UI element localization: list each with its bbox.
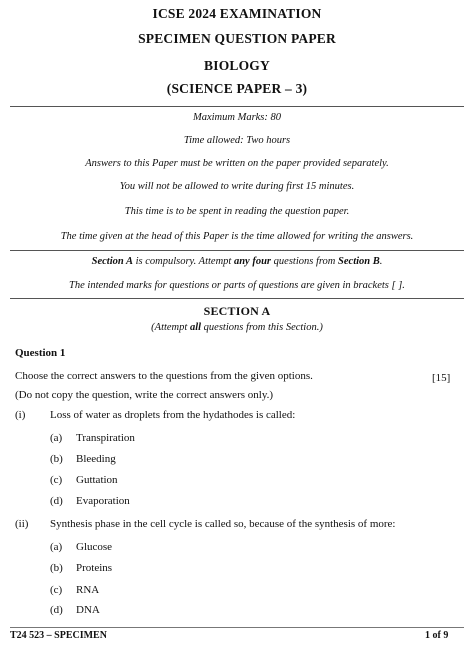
from-section-text: questions from this Section.) — [201, 322, 323, 333]
exam-title: ICSE 2024 EXAMINATION — [152, 6, 322, 21]
option-text: RNA — [76, 584, 100, 596]
attempt-text: (Attempt — [151, 322, 190, 333]
question-1-marks: [15] — [432, 372, 451, 384]
questions-from-text: questions from — [271, 256, 339, 267]
marks-bracket-note: The intended marks for questions or parts of questions are given in brackets [ ]. — [69, 280, 405, 291]
option-label: (c) — [50, 584, 63, 596]
instructions-divider — [10, 250, 464, 251]
question-1-title: Question 1 — [15, 347, 66, 359]
max-marks: Maximum Marks: 80 — [192, 112, 282, 123]
section-a-instruction — [0, 322, 474, 333]
any-four-text: any four — [233, 256, 272, 267]
paper-type-title: SPECIMEN QUESTION PAPER — [138, 31, 336, 46]
section-a-ref: Section A — [91, 256, 133, 267]
reading-time-note: This time is to be spent in reading the question paper. — [124, 206, 350, 217]
option-label: (d) — [50, 495, 63, 507]
option-label: (b) — [50, 562, 63, 574]
option-text: Transpiration — [76, 432, 135, 444]
option-label: (c) — [50, 474, 63, 486]
writing-restriction: You will not be allowed to write during first 15 minutes. — [119, 181, 355, 192]
section-a-title: SECTION A — [203, 304, 271, 318]
footer-page-number: 1 of 9 — [425, 630, 449, 641]
time-allowed: Time allowed: Two hours — [183, 135, 291, 146]
compulsory-text: is compulsory. Attempt — [132, 256, 234, 267]
header-divider — [10, 106, 464, 107]
all-text: all — [189, 322, 202, 333]
part-question: Synthesis phase in the cell cycle is called so, because of the synthesis of more: — [50, 518, 396, 530]
section-b-ref: Section B — [338, 256, 380, 267]
option-text: DNA — [76, 604, 100, 616]
part-number: (ii) — [15, 518, 29, 530]
option-text: Evaporation — [76, 495, 130, 507]
period-text: . — [379, 256, 383, 267]
question-1-intro: Choose the correct answers to the questions from the given options. — [15, 370, 313, 382]
time-given-note: The time given at the head of this Paper is the time allowed for writing the answers. — [60, 231, 414, 242]
footer-divider — [10, 627, 464, 628]
paper-number-title: (SCIENCE PAPER – 3) — [166, 81, 308, 96]
answers-instruction: Answers to this Paper must be written on the paper provided separately. — [85, 158, 389, 169]
part-question: Loss of water as droplets from the hydathodes is called: — [50, 409, 296, 421]
option-label: (a) — [50, 541, 63, 553]
option-label: (d) — [50, 604, 63, 616]
section-compulsory-note — [0, 256, 474, 267]
section-divider — [10, 298, 464, 299]
option-label: (b) — [50, 453, 63, 465]
part-number: (i) — [15, 409, 26, 421]
option-text: Bleeding — [76, 453, 116, 465]
footer-paper-code: T24 523 – SPECIMEN — [10, 630, 107, 641]
question-1-note: (Do not copy the question, write the correct answers only.) — [15, 389, 274, 401]
option-text: Glucose — [76, 541, 113, 553]
subject-title: BIOLOGY — [204, 58, 270, 73]
option-text: Guttation — [76, 474, 118, 486]
option-label: (a) — [50, 432, 63, 444]
option-text: Proteins — [76, 562, 113, 574]
